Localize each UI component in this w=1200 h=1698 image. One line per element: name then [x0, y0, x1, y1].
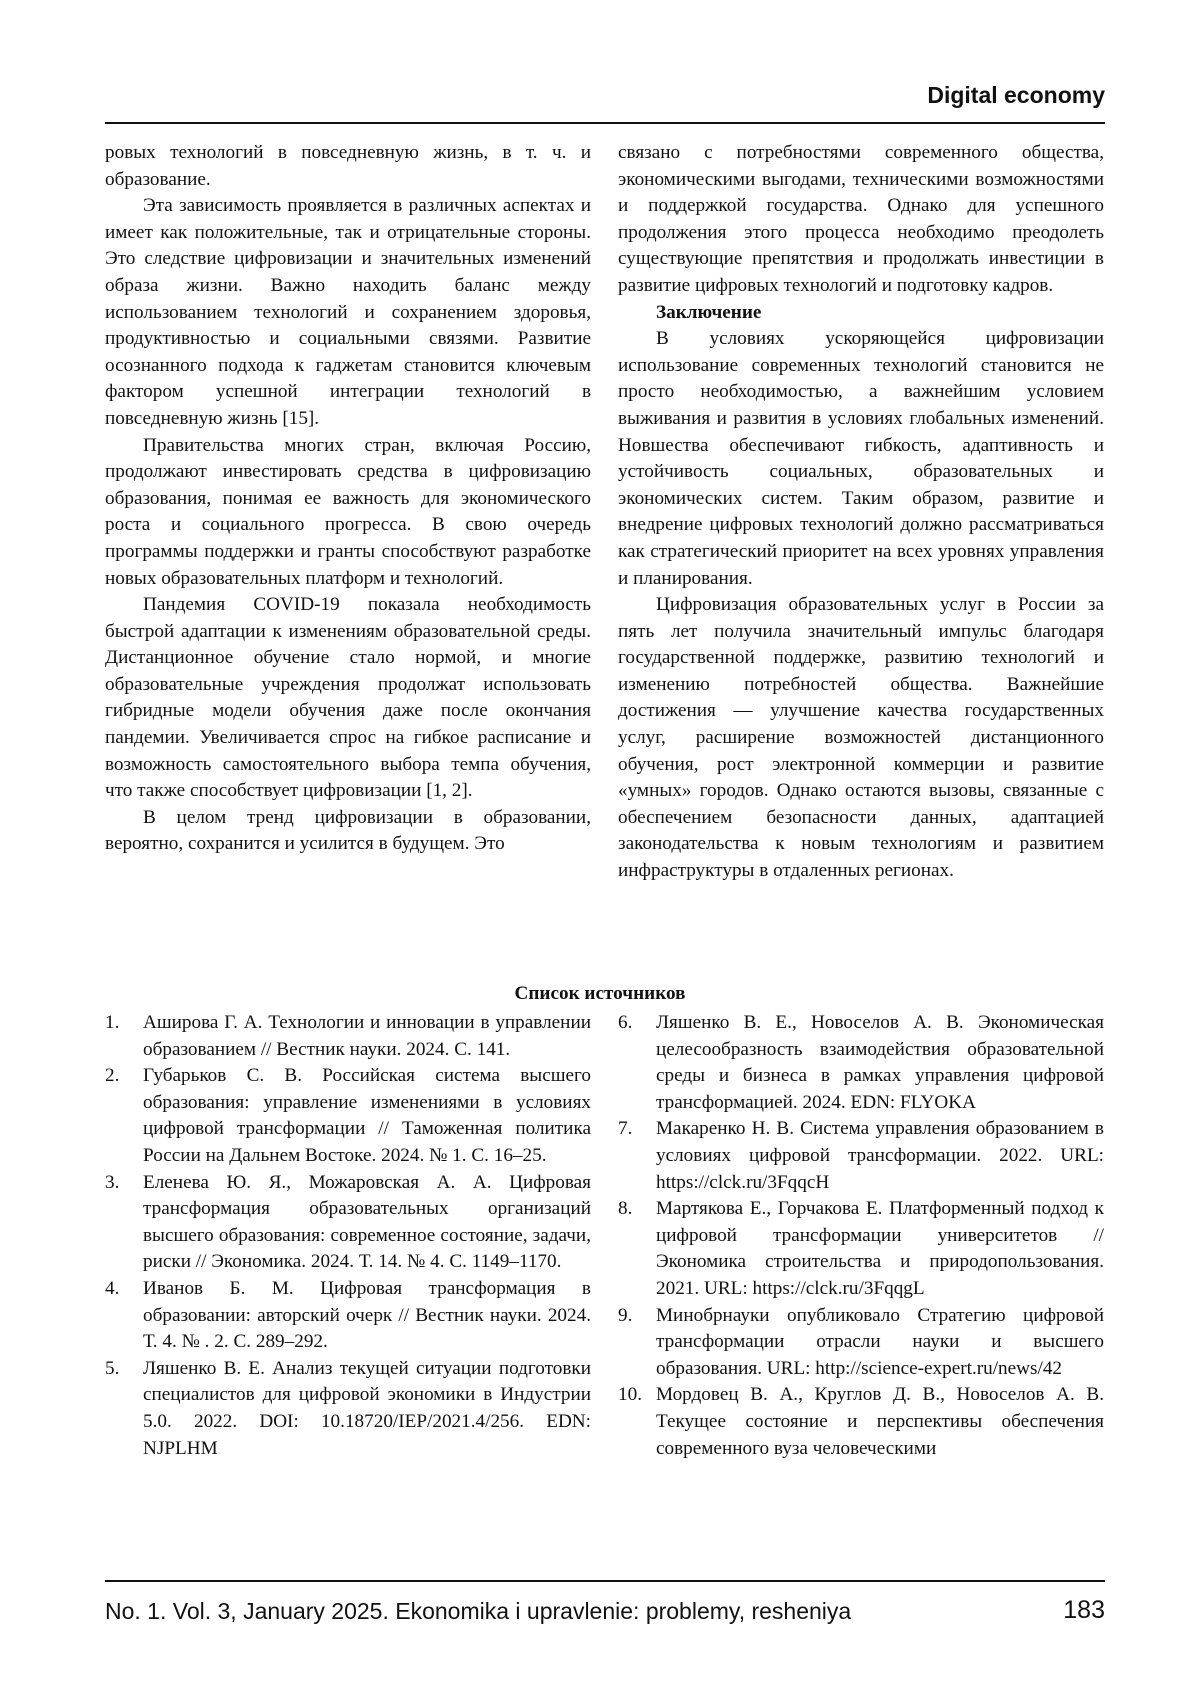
paragraph: Эта зависимость проявляется в различных аспектах и имеет как положительные, так и отрицательные стороны. Это следствие цифровизации и значительных изменений образа жизни. Важно находить баланс между использованием технологий и сохранением здоровья, продуктивностью и социальными связями. Развитие осознанного подхода к гаджетам становится ключевым фактором успешной интеграции технологий в повседневную жизнь [15].	[105, 193, 591, 432]
reference-item	[618, 1196, 1104, 1302]
reference-number: 4.	[105, 1276, 119, 1303]
left-text-column	[105, 140, 591, 858]
reference-number: 3.	[105, 1170, 119, 1197]
reference-text: Ляшенко В. Е., Новоселов А. В. Экономическая целесообразность взаимодействия образовательной среды и бизнеса в рамках управления цифровой трансформацией. 2024. EDN: FLYOKA	[656, 1012, 1104, 1113]
reference-item	[105, 1276, 591, 1356]
reference-text: Губарьков С. В. Российская система высшего образования: управление изменениями в условиях цифровой трансформации // Таможенная политика России на Дальнем Востоке. 2024. № 1. С. 16–25.	[143, 1065, 591, 1166]
reference-number: 10.	[618, 1382, 642, 1409]
reference-number: 2.	[105, 1063, 119, 1090]
reference-number: 1.	[105, 1010, 119, 1037]
reference-item	[618, 1116, 1104, 1196]
reference-text: Минобрнауки опубликовало Стратегию цифровой трансформации отрасли науки и высшего образования. URL: http://science-expert.ru/news/42	[656, 1305, 1104, 1379]
reference-text: Мартякова Е., Горчакова Е. Платформенный подход к цифровой трансформации университетов // Экономика строительства и природопользования. 2021. URL: https://clck.ru/3FqqgL	[656, 1198, 1104, 1299]
paragraph: Правительства многих стран, включая Россию, продолжают инвестировать средства в цифровизацию образования, понимая ее важность для экономического роста и социального прогресса. В свою очередь программы поддержки и гранты способствуют разработке новых образовательных платформ и технологий.	[105, 433, 591, 593]
paragraph: ровых технологий в повседневную жизнь, в т. ч. и образование.	[105, 140, 591, 193]
reference-text: Макаренко Н. В. Система управления образованием в условиях цифровой трансформации. 2022. URL: https://clck.ru/3FqqcH	[656, 1118, 1104, 1192]
reference-item	[618, 1010, 1104, 1116]
references-list-right	[618, 1010, 1104, 1462]
references-title: Список источников	[0, 983, 1200, 1005]
paragraph: Цифровизация образовательных услуг в России за пять лет получила значительный импульс благодаря государственной поддержке, развитию технологий и изменению потребностей общества. Важнейшие достижения — улучшение качества государственных услуг, расширение возможностей дистанционного обучения, рост электронной коммерции и развитие «умных» городов. Однако остаются вызовы, связанные с обеспечением безопасности данных, адаптацией законодательства к новым технологиям и развитием инфраструктуры в отдаленных регионах.	[618, 592, 1104, 885]
reference-item	[105, 1356, 591, 1462]
running-header-title: Digital economy	[927, 82, 1105, 109]
conclusion-heading: Заключение	[618, 300, 1104, 327]
footer-divider	[105, 1580, 1105, 1582]
references-list-left	[105, 1010, 591, 1462]
reference-number: 8.	[618, 1196, 632, 1223]
reference-item	[618, 1303, 1104, 1383]
reference-number: 5.	[105, 1356, 119, 1383]
reference-text: Еленева Ю. Я., Можаровская А. А. Цифровая трансформация образовательных организаций высшего образования: современное состояние, задачи, риски // Экономика. 2024. Т. 14. № 4. С. 1149–1170.	[143, 1172, 591, 1273]
paragraph: В условиях ускоряющейся цифровизации использование современных технологий становится не просто необходимостью, а важнейшим условием выживания и развития в условиях глобальных изменений. Новшества обеспечивают гибкость, адаптивность и устойчивость социальных, образовательных и экономических систем. Таким образом, развитие и внедрение цифровых технологий должно рассматриваться как стратегический приоритет на всех уровнях управления и планирования.	[618, 326, 1104, 592]
right-text-column	[618, 140, 1104, 885]
reference-number: 7.	[618, 1116, 632, 1143]
reference-item	[618, 1382, 1104, 1462]
reference-text: Иванов Б. М. Цифровая трансформация в образовании: авторский очерк // Вестник науки. 2024. Т. 4. № . 2. С. 289–292.	[143, 1278, 591, 1352]
reference-number: 6.	[618, 1010, 632, 1037]
paragraph: связано с потребностями современного общества, экономическими выгодами, техническими возможностями и поддержкой государства. Однако для успешного продолжения этого процесса необходимо преодолеть существующие препятствия и продолжать инвестиции в развитие цифровых технологий и подготовку кадров.	[618, 140, 1104, 300]
reference-text: Мордовец В. А., Круглов Д. В., Новоселов А. В. Текущее состояние и перспективы обеспечения современного вуза человеческими	[656, 1384, 1104, 1458]
reference-item	[105, 1063, 591, 1169]
header-divider	[105, 122, 1105, 124]
journal-citation: No. 1. Vol. 3, January 2025. Ekonomika i upravlenie: problemy, resheniya	[105, 1598, 851, 1625]
paragraph: В целом тренд цифровизации в образовании, вероятно, сохранится и усилится в будущем. Это	[105, 805, 591, 858]
reference-item	[105, 1010, 591, 1063]
reference-text: Аширова Г. А. Технологии и инновации в управлении образованием // Вестник науки. 2024. С. 141.	[143, 1012, 591, 1060]
reference-item	[105, 1170, 591, 1276]
page-number: 183	[1063, 1596, 1105, 1625]
reference-text: Ляшенко В. Е. Анализ текущей ситуации подготовки специалистов для цифровой экономики в Индустрии 5.0. 2022. DOI: 10.18720/IEP/2021.4/256. EDN: NJPLHM	[143, 1358, 591, 1459]
reference-number: 9.	[618, 1303, 632, 1330]
paragraph: Пандемия COVID-19 показала необходимость быстрой адаптации к изменениям образовательной среды. Дистанционное обучение стало нормой, и многие образовательные учреждения продолжат использовать гибридные модели обучения даже после окончания пандемии. Увеличивается спрос на гибкое расписание и возможность самостоятельного выбора темпа обучения, что также способствует цифровизации [1, 2].	[105, 592, 591, 805]
